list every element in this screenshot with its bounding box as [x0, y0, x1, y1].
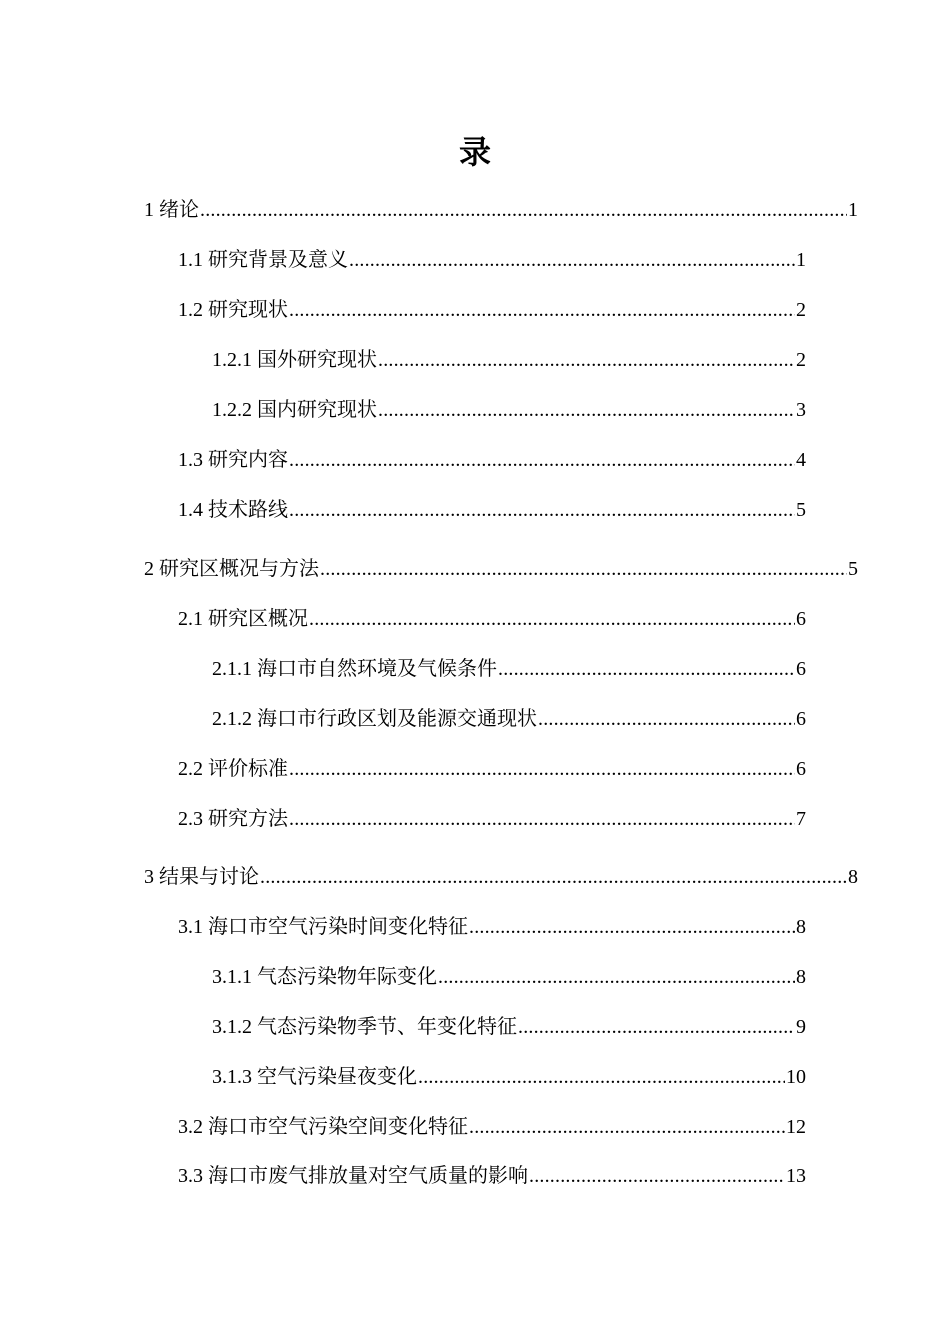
toc-entry-3[interactable]: [144, 863, 858, 891]
toc-entry-1-4[interactable]: [178, 496, 806, 524]
toc-entry-1-2-2[interactable]: [212, 396, 806, 424]
toc-entry-1-1[interactable]: [178, 246, 806, 274]
toc-entry-2[interactable]: [144, 555, 858, 583]
toc-page-number: 9: [796, 1016, 806, 1038]
dot-leader: [378, 346, 795, 374]
toc-entry-label: 2.3 研究方法: [178, 808, 288, 830]
toc-entry-label: 2.1.2 海口市行政区划及能源交通现状: [212, 708, 537, 730]
toc-entry-3-1-1[interactable]: [212, 963, 806, 991]
dot-leader: [320, 555, 847, 583]
toc-page-number: 13: [786, 1165, 806, 1187]
toc-entry-label: 1.4 技术路线: [178, 499, 288, 521]
toc-entry-1-2-1[interactable]: [212, 346, 806, 374]
toc-entry-label: 1 绪论: [144, 199, 199, 221]
toc-page-number: 2: [796, 349, 806, 371]
dot-leader: [200, 196, 847, 224]
toc-entry-label: 3.1 海口市空气污染时间变化特征: [178, 916, 468, 938]
toc-entry-label: 2.1 研究区概况: [178, 608, 308, 630]
dot-leader: [289, 755, 795, 783]
dot-leader: [289, 446, 795, 474]
toc-page-number: 1: [848, 199, 858, 221]
dot-leader: [529, 1162, 785, 1190]
toc-entry-label: 3.1.3 空气污染昼夜变化: [212, 1066, 417, 1088]
toc-page-number: 8: [796, 916, 806, 938]
toc-entry-2-2[interactable]: [178, 755, 806, 783]
toc-entry-3-3[interactable]: [178, 1162, 806, 1190]
toc-entry-2-1[interactable]: [178, 605, 806, 633]
toc-entry-3-1-2[interactable]: [212, 1013, 806, 1041]
toc-entry-label: 3.1.1 气态污染物年际变化: [212, 966, 437, 988]
toc-page-number: 10: [786, 1066, 806, 1088]
toc-page-number: 5: [796, 499, 806, 521]
toc-page-number: 6: [796, 658, 806, 680]
toc-entry-2-1-1[interactable]: [212, 655, 806, 683]
toc-entry-2-1-2[interactable]: [212, 705, 806, 733]
dot-leader: [438, 963, 795, 991]
toc-entry-label: 3 结果与讨论: [144, 866, 259, 888]
toc-page-number: 8: [848, 866, 858, 888]
toc-page-number: 6: [796, 758, 806, 780]
toc-entry-label: 1.3 研究内容: [178, 449, 288, 471]
dot-leader: [289, 496, 795, 524]
dot-leader: [469, 1113, 785, 1141]
toc-title: 录: [458, 134, 491, 170]
dot-leader: [378, 396, 795, 424]
dot-leader: [538, 705, 795, 733]
toc-entry-3-1-3[interactable]: [212, 1063, 806, 1091]
dot-leader: [349, 246, 795, 274]
toc-entry-2-3[interactable]: [178, 805, 806, 833]
toc-page-number: 7: [796, 808, 806, 830]
toc-entry-3-1[interactable]: [178, 913, 806, 941]
toc-entry-label: 1.2 研究现状: [178, 299, 288, 321]
toc-page-number: 4: [796, 449, 806, 471]
toc-page-number: 5: [848, 558, 858, 580]
dot-leader: [498, 655, 795, 683]
toc-entry-label: 1.1 研究背景及意义: [178, 249, 348, 271]
toc-page-number: 6: [796, 708, 806, 730]
toc-page-number: 8: [796, 966, 806, 988]
toc-entry-label: 2.1.1 海口市自然环境及气候条件: [212, 658, 497, 680]
toc-page-number: 3: [796, 399, 806, 421]
dot-leader: [289, 296, 795, 324]
toc-page-number: 2: [796, 299, 806, 321]
dot-leader: [518, 1013, 795, 1041]
dot-leader: [289, 805, 795, 833]
dot-leader: [260, 863, 847, 891]
toc-entry-label: 3.1.2 气态污染物季节、年变化特征: [212, 1016, 517, 1038]
toc-entry-label: 3.3 海口市废气排放量对空气质量的影响: [178, 1165, 528, 1187]
toc-page-number: 1: [796, 249, 806, 271]
toc-entry-label: 1.2.1 国外研究现状: [212, 349, 377, 371]
toc-entry-1-2[interactable]: [178, 296, 806, 324]
dot-leader: [469, 913, 795, 941]
toc-entry-label: 2 研究区概况与方法: [144, 558, 319, 580]
dot-leader: [418, 1063, 785, 1091]
toc-page-number: 6: [796, 608, 806, 630]
toc-page-number: 12: [786, 1116, 806, 1138]
toc-entry-3-2[interactable]: [178, 1113, 806, 1141]
toc-entry-label: 1.2.2 国内研究现状: [212, 399, 377, 421]
toc-entry-1[interactable]: [144, 196, 858, 224]
toc-entry-label: 2.2 评价标准: [178, 758, 288, 780]
toc-entry-1-3[interactable]: [178, 446, 806, 474]
dot-leader: [309, 605, 795, 633]
toc-entry-label: 3.2 海口市空气污染空间变化特征: [178, 1116, 468, 1138]
